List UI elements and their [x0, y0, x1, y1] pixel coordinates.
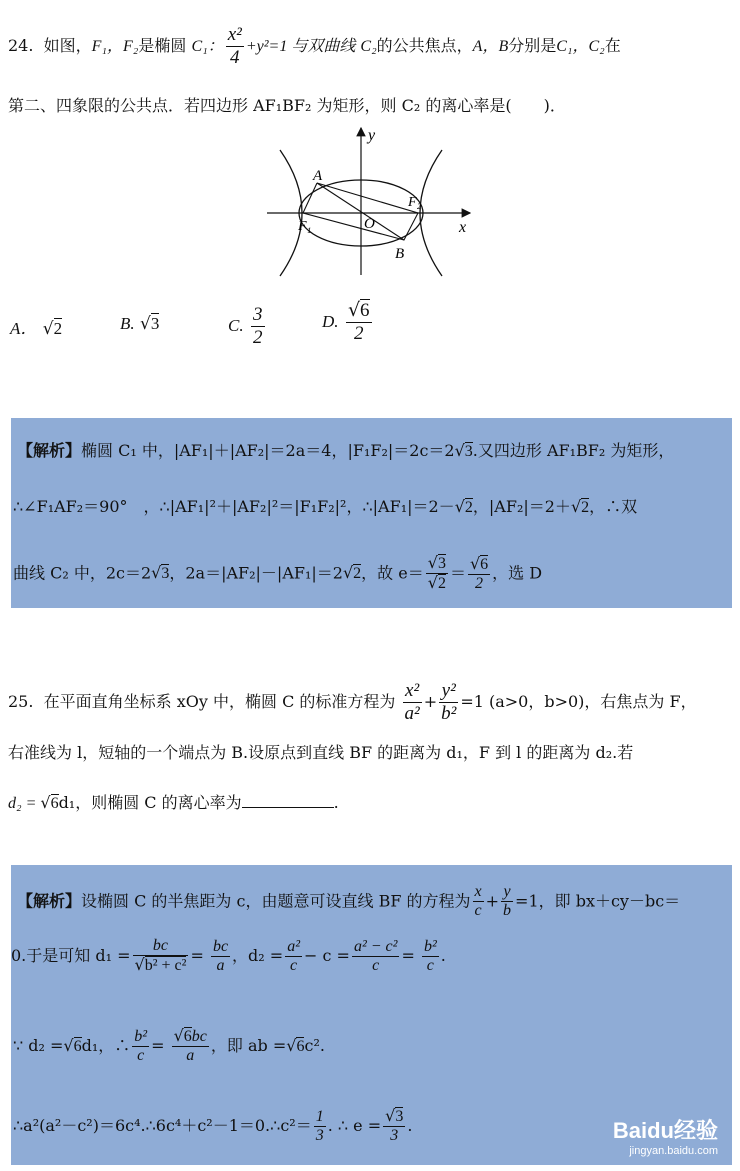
q24-text: 分别是: [508, 35, 557, 55]
q24-option-a[interactable]: A． √2: [10, 319, 63, 339]
q24-text: 如图，: [43, 35, 92, 55]
label-o: O: [364, 216, 375, 232]
q24-text: 是椭圆: [138, 35, 187, 55]
q24-ellipse-fraction: $\frac{\text{x²}}{4}$: [227, 24, 242, 68]
q24-ellipse-hyperbola-figure: [262, 120, 482, 280]
q25-line1: 25. 在平面直角坐标系 xOy 中，椭圆 C 的标准方程为 $\frac{\text{x²}}{\text{a²}}$ + $\frac{\text{y²}}{\text{b²}}$ =1 (a>0，b>0)，右焦点为 F，: [8, 680, 697, 724]
q24-number: 24.: [8, 35, 34, 55]
q24-line1: [8, 24, 732, 69]
q24-line2: 第二、四象限的公共点．若四边形 AF₁BF₂ 为矩形，则 C₂ 的离心率是( )．: [8, 96, 566, 115]
q24-option-b[interactable]: B. √3: [120, 314, 160, 334]
q25-solution-line1: 【解析】设椭圆 C 的半焦距为 c，由题意可设直线 BF 的方程为 $\frac{x}{c}$ + $\frac{y}{b}$ =1，即 bx＋cy－bc＝: [17, 883, 681, 920]
label-f1: F₁: [298, 219, 312, 234]
q24-equation: +y²=1 与双曲线: [245, 37, 356, 55]
label-y: y: [368, 127, 376, 144]
q24-text: 在: [604, 35, 621, 55]
q25-solution-line4: ∴a²(a²－c²)＝6c⁴.∴6c⁴＋c²－1＝0.∴c²＝ $\frac{1}{3}$ . ∴ e = $\frac{√3}{3}$ .: [13, 1106, 413, 1145]
q24-curves: C₁，C₂: [556, 37, 605, 55]
q25-line3: d₂ = √6d₁，则椭圆 C 的离心率为 .: [8, 793, 339, 812]
q25-solution-box: [11, 865, 732, 1165]
q24-solution-line1: 【解析】椭圆 C₁ 中，|AF₁|＋|AF₂|＝2a＝4，|F₁F₂|＝2c＝2√3.又四边形 AF₁BF₂ 为矩形，: [17, 441, 675, 460]
label-a: A: [313, 168, 323, 184]
q25-line2: 右准线为 l，短轴的一个端点为 B.设原点到直线 BF 的距离为 d₁，F 到 l 的距离为 d₂.若: [8, 743, 634, 762]
label-f2: F₂: [408, 195, 422, 210]
q24-hyperbola-name: C₂: [360, 37, 377, 55]
label-x: x: [459, 219, 467, 236]
baidu-watermark: Baidu经验 jingyan.baidu.com: [612, 1118, 718, 1157]
solution-tag: 【解析】: [17, 441, 82, 460]
q24-ellipse-name: C₁：: [191, 37, 224, 55]
q25-number: 25.: [8, 691, 34, 711]
q24-option-c[interactable]: C. $\frac{3}{2}$: [228, 304, 263, 348]
q24-solution-line2: ∴∠F₁AF₂＝90° ，∴|AF₁|²＋|AF₂|²＝|F₁F₂|²，∴|AF₁|＝2－√2，|AF₂|＝2＋√2，∴双: [13, 497, 638, 516]
q24-solution-box: [11, 418, 732, 608]
q24-solution-line3: 曲线 C₂ 中，2c＝2√3，2a＝|AF₂|－|AF₁|＝2√2，故 e＝ $\frac{√3}{√2}$ ＝ $\frac{√6}{2}$ ，选 D: [13, 553, 543, 593]
label-b: B: [395, 246, 405, 262]
sqrt-sign: √3: [140, 314, 160, 334]
q25-solution-line2: 0.于是可知 d₁ = $\frac{bc}{\text{√b² + c²}}$ = $\frac{bc}{a}$ ，d₂ = $\frac{\text{a²}}{c}$ − c = $\frac{\text{a² − c²}}{c}$ = $\frac{\text{b²}}{c}$ .: [11, 937, 446, 975]
q24-text: 的公共焦点，: [376, 35, 473, 55]
q25-solution-line3: ∵ d₂ =√6d₁，∴ $\frac{\text{b²}}{c}$ = $\frac{√6bc}{a}$ ，即 ab =√6c².: [13, 1026, 325, 1065]
answer-blank[interactable]: [242, 793, 334, 808]
q24-points: A，B: [472, 37, 509, 55]
solution-tag: 【解析】: [17, 891, 82, 911]
sqrt-sign: √2: [42, 319, 63, 339]
q24-option-d[interactable]: D. $\frac{√6}{2}$: [322, 299, 370, 344]
q24-foci: F₁，F₂: [91, 37, 139, 55]
